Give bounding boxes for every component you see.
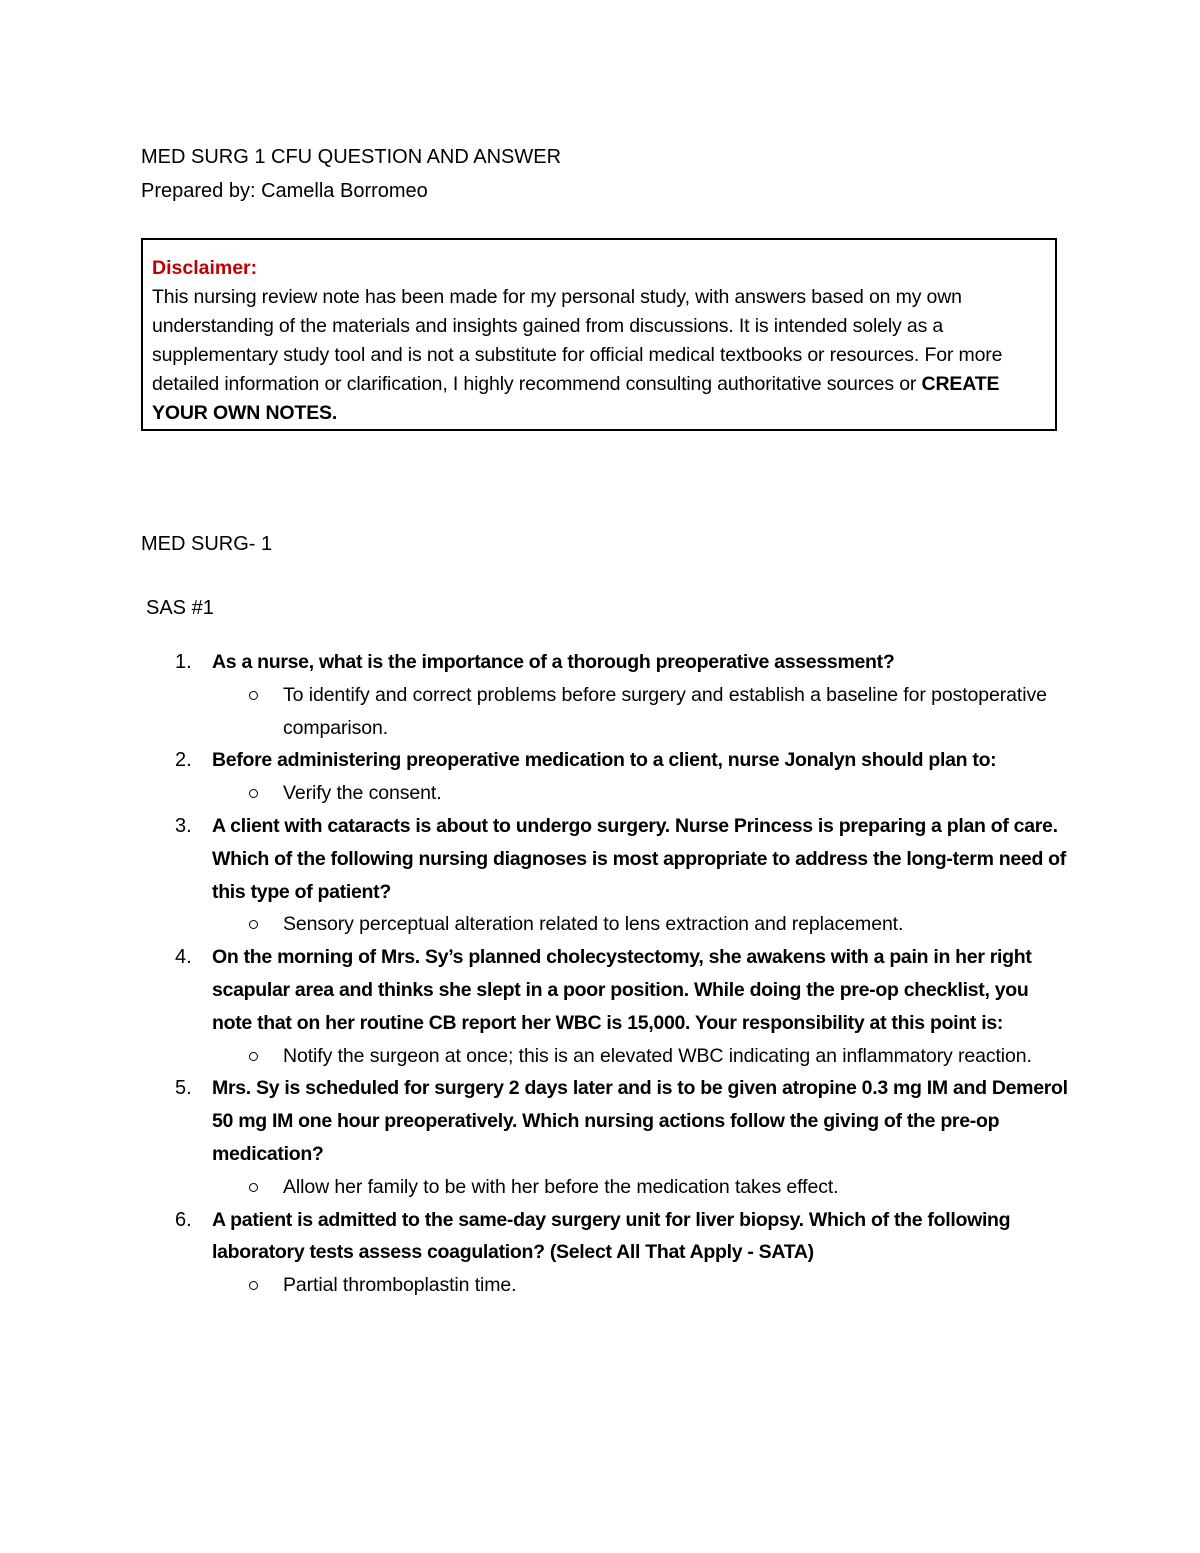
section-title: MED SURG- 1 [141, 533, 273, 555]
answer-text: Sensory perceptual alteration related to lens extraction and replacement. [283, 913, 904, 936]
disclaimer-heading: Disclaimer: [152, 257, 258, 279]
answer-text: Allow her family to be with her before the medication takes effect. [283, 1175, 839, 1198]
hollow-bullet-icon [249, 789, 258, 798]
answer-text: Notify the surgeon at once; this is an elevated WBC indicating an inflammatory reaction. [283, 1044, 1032, 1067]
prepared-by: Prepared by: Camella Borromeo [141, 180, 428, 202]
question-item [141, 744, 1071, 810]
question-number: 5. [175, 1077, 192, 1100]
question-text: On the morning of Mrs. Sy’s planned cholecystectomy, she awakens with a pain in her right scapular area and thinks she slept in a poor position. While doing the pre-op checklist, you note that on her routine CB report her WBC is 15,000. Your responsibility at this point is: [212, 946, 1032, 1034]
answer-text: Verify the consent. [283, 782, 442, 805]
question-number: 2. [175, 749, 192, 772]
hollow-bullet-icon [249, 691, 258, 700]
hollow-bullet-icon [249, 1052, 258, 1061]
answer-item [212, 908, 1071, 941]
answer-item [212, 1171, 1071, 1204]
question-item [141, 941, 1071, 1072]
question-item [141, 810, 1071, 941]
question-text: Before administering preoperative medication to a client, nurse Jonalyn should plan to: [212, 749, 997, 772]
question-item [141, 1072, 1071, 1203]
disclaimer-text: This nursing review note has been made for my personal study, with answers based on my own understanding of the materials and insights gained from discussions. It is intended solely as a supplementary study tool and is not a substitute for official medical textbooks or resources. For more detailed information or clarification, I highly recommend consulting authoritative sources or [152, 285, 1003, 395]
answer-item [212, 1269, 1071, 1302]
question-item [141, 646, 1071, 744]
document-title: MED SURG 1 CFU QUESTION AND ANSWER [141, 146, 562, 168]
section-subtitle: SAS #1 [146, 597, 214, 619]
answer-item [212, 777, 1071, 810]
answer-item [212, 1040, 1071, 1073]
disclaimer-box [141, 238, 1057, 431]
hollow-bullet-icon [249, 1281, 258, 1290]
question-text: A patient is admitted to the same-day surgery unit for liver biopsy. Which of the following laboratory tests assess coagulation? (Select All That Apply - SATA) [212, 1208, 1011, 1264]
hollow-bullet-icon [249, 920, 258, 929]
disclaimer-body [152, 283, 1047, 428]
question-number: 6. [175, 1208, 192, 1231]
question-text: As a nurse, what is the importance of a thorough preoperative assessment? [212, 651, 895, 673]
question-list [141, 646, 1071, 1302]
hollow-bullet-icon [249, 1183, 258, 1192]
question-number: 1. [175, 651, 192, 673]
answer-text: To identify and correct problems before surgery and establish a baseline for postoperative comparison. [283, 683, 1047, 739]
answer-text: Partial thromboplastin time. [283, 1274, 517, 1297]
question-text: A client with cataracts is about to undergo surgery. Nurse Princess is preparing a plan of care. Which of the following nursing diagnoses is most appropriate to address the long-term need of this type of patient? [212, 814, 1066, 903]
question-item [141, 1204, 1071, 1302]
disclaimer-emphasis: CREATE YOUR OWN NOTES. [152, 372, 1000, 424]
answer-item [212, 679, 1071, 745]
question-number: 3. [175, 814, 192, 837]
question-number: 4. [175, 946, 192, 969]
question-text: Mrs. Sy is scheduled for surgery 2 days later and is to be given atropine 0.3 mg IM and Demerol 50 mg IM one hour preoperatively. Which nursing actions follow the giving of the pre-op medication? [212, 1077, 1068, 1165]
